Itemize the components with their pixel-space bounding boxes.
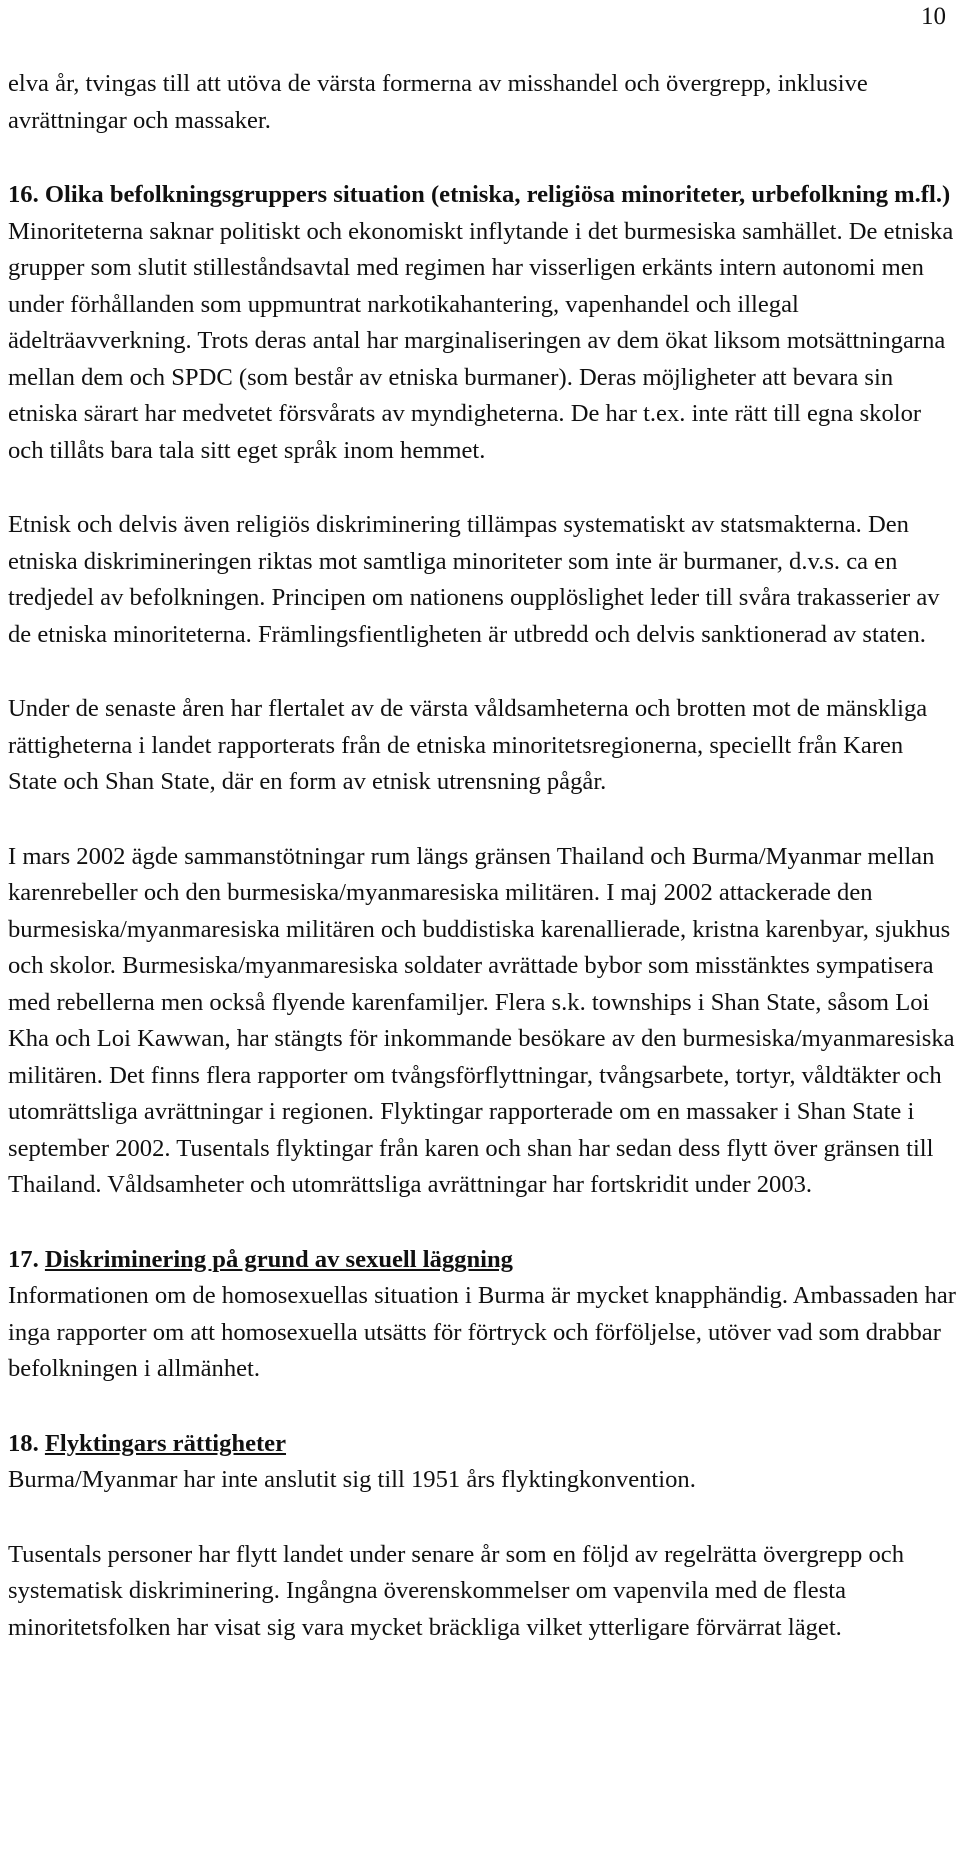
document-body — [8, 66, 958, 1646]
section-heading-18 — [8, 1426, 958, 1463]
page-number: 10 — [921, 3, 946, 30]
section-number: 18. — [8, 1429, 39, 1457]
section-title: Flyktingars rättigheter — [44, 1429, 287, 1457]
paragraph-sexual-orientation: Informationen om de homosexuellas situation i Burma är mycket knapphändig. Ambassaden har inga rapporter om att homosexuella utsätts för förtryck och förföljelse, utöver vad som drabbar befolkningen i allmänhet. — [8, 1282, 956, 1382]
section-title: Olika befolkningsgruppers situation (etniska, religiösa minoriteter, urbefolkning m.fl.) — [44, 181, 951, 208]
section-heading-16 — [8, 177, 958, 214]
paragraph-minorities: Minoriteterna saknar politiskt och ekonomiskt inflytande i det burmesiska samhället. De etniska grupper som slutit stilleståndsavtal med regimen har visserligen erkänts intern autonomi men under förhållanden som uppmuntrat narkotikahantering, vapenhandel och illegal ädelträavverkning. Trots deras antal har marginaliseringen av dem ökat liksom motsättningarna mellan dem och SPDC (som består av etniska burmaner). Deras möjligheter att bevara sin etniska särart har medvetet försvårats av myndigheterna. De har t.ex. inte rätt till egna skolor och tillåts bara tala sitt eget språk inom hemmet. — [8, 217, 954, 464]
section-number: 16. — [8, 181, 39, 208]
paragraph-refugee-convention: Burma/Myanmar har inte anslutit sig till 1951 års flyktingkonvention. — [8, 1466, 696, 1493]
paragraph-intro: elva år, tvingas till att utöva de värsta formerna av misshandel och övergrepp, inklusive avrättningar och massaker. — [8, 70, 868, 134]
paragraph-refugees: Tusentals personer har flytt landet under senare år som en följd av regelrätta övergrepp och systematisk diskriminering. Ingångna överenskommelser om vapenvila med de flesta minoritetsfolken har visat sig vara mycket bräckliga vilket ytterligare förvärrat läget. — [8, 1540, 905, 1641]
paragraph-violence: Under de senaste åren har flertalet av de värsta våldsamheterna och brotten mot de mänskliga rättigheterna i landet rapporterats från de etniska minoritetsregionerna, speciellt från Karen State och Shan State, där en form av etnisk utrensning pågår. — [8, 695, 928, 795]
paragraph-discrimination: Etnisk och delvis även religiös diskriminering tillämpas systematiskt av statsmakterna. Den etniska diskrimineringen riktas mot samtliga minoriteter som inte är burmaner, d.v.s. ca en tredjedel av befolkningen. Principen om nationens oupplöslighet leder till svåra trakasserier av de etniska minoriteterna. Främlingsfientligheten är utbredd och delvis sanktionerad av staten. — [8, 511, 940, 648]
section-number: 17. — [8, 1245, 39, 1273]
paragraph-clashes: I mars 2002 ägde sammanstötningar rum längs gränsen Thailand och Burma/Myanmar mellan karenrebeller och den burmesiska/myanmaresiska militären. I maj 2002 attackerade den burmesiska/myanmaresiska militären och buddistiska karenallierade, kristna karenbyar, sjukhus och skolor. Burmesiska/myanmaresiska soldater avrättade bybor som misstänktes sympatisera med rebellerna men också flyende karenfamiljer. Flera s.k. townships i Shan State, såsom Loi Kha och Loi Kawwan, har stängts för inkommande besökare av den burmesiska/myanmaresiska militären. Det finns flera rapporter om tvångsförflyttningar, tvångsarbete, tortyr, våldtäkter och utomrättsliga avrättningar i regionen. Flyktingar rapporterade om en massaker i Shan State i september 2002. Tusentals flyktingar från karen och shan har sedan dess flytt över gränsen till Thailand. Våldsamheter och utomrättsliga avrättningar har fortskridit under 2003. — [8, 842, 955, 1198]
section-heading-17 — [8, 1242, 958, 1279]
section-title: Diskriminering på grund av sexuell läggning — [44, 1245, 513, 1273]
